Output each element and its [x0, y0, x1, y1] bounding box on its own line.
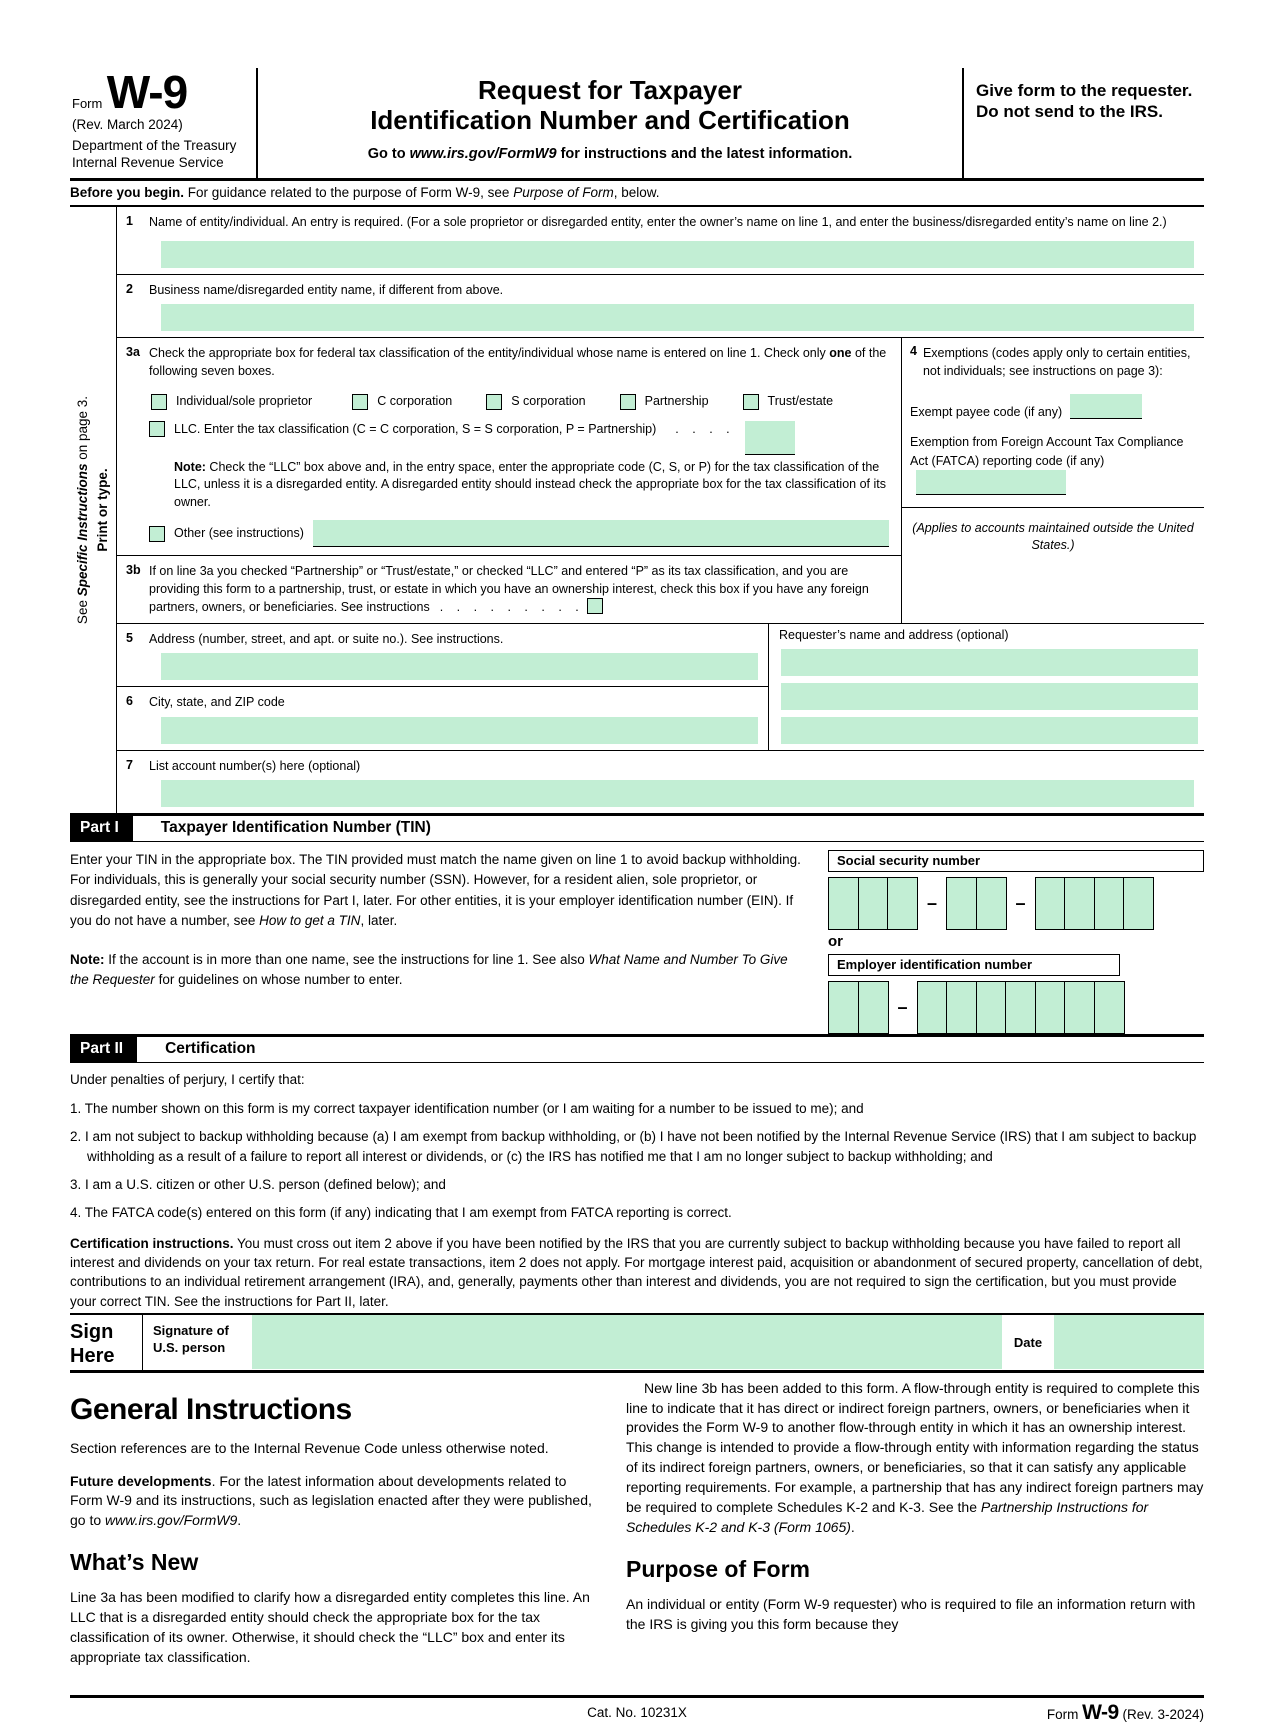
line4-label: Exemptions (codes apply only to certain entities, not individuals; see instructions on page 3):	[922, 346, 1191, 379]
line5-body	[149, 628, 768, 681]
signature-label	[142, 1315, 252, 1370]
ssn-label-box: Social security number	[828, 850, 1204, 872]
certification-item-1: 1. The number shown on this form is my correct taxpayer identification number (or I am waiting for a number to be issued to me); and	[70, 1101, 864, 1117]
trust-estate-label: Trust/estate	[767, 394, 834, 409]
signature-input[interactable]	[252, 1315, 1002, 1369]
part1-paragraph-italic: How to get a TIN	[259, 912, 361, 928]
trust-estate-checkbox[interactable]	[743, 394, 759, 410]
line2-row	[117, 274, 1204, 338]
agency: Internal Revenue Service	[72, 155, 224, 171]
requester-input-2[interactable]	[781, 683, 1198, 710]
certification-item-2: 2. I am not subject to backup withholding because (a) I am exempt from backup withholding, or (b) I have not been notified by the Internal Revenue Service (IRS) that I am subject to backup withholding as a result of a failure to report all interest or dividends, or (c) the IRS has notified me that I am no longer subject to backup withholding; and	[70, 1129, 1197, 1164]
line6-row	[117, 686, 768, 750]
goto-prefix: Go to	[367, 145, 410, 162]
line2-body	[149, 279, 1204, 332]
ssn-digit-cell[interactable]	[887, 877, 918, 930]
classification-checkboxes	[151, 393, 895, 411]
line1-row	[117, 207, 1204, 274]
exempt-payee-code-input[interactable]	[1070, 394, 1142, 419]
ein-cells	[828, 981, 1204, 1034]
llc-note-bold: Note:	[174, 459, 206, 474]
s-corporation-checkbox[interactable]	[486, 394, 502, 410]
department-agency	[72, 138, 250, 172]
llc-dot-leader: . . . .	[675, 421, 730, 436]
fatca-code-input[interactable]	[916, 470, 1066, 495]
ssn-digit-cell[interactable]	[858, 877, 889, 930]
requester-column	[769, 624, 1204, 750]
form-identity-block	[70, 68, 258, 178]
give-form-text: Give form to the requester. Do not send to the IRS.	[976, 81, 1193, 122]
section-references-paragraph: Section references are to the Internal Revenue Code unless otherwise noted.	[70, 1439, 549, 1456]
address-input[interactable]	[161, 653, 758, 680]
line3b-new-pre: New line 3b has been added to this form. A flow-through entity is required to complete this line to indicate that it has direct or indirect foreign partners, owners, or beneficiaries when it provides the Form W-9 to another flow-through entity in which it has an ownership interest. This change is intended to provide a flow-through entity with information regarding the status of its indirect foreign partners, owners, or beneficiaries, so that it can satisfy any applicable reporting requirements. For example, a partnership that has any indirect foreign partners may be required to complete Schedules K-2 and K-3. See the	[626, 1379, 1204, 1515]
llc-checkbox[interactable]	[149, 421, 165, 437]
part1-body	[70, 842, 1204, 1034]
purpose-of-form-title: Purpose of Form	[626, 1555, 811, 1582]
goto-url: www.irs.gov/FormW9	[409, 145, 557, 162]
see-prefix: See	[74, 596, 90, 625]
footer-form-revision: (Rev. 3-2024)	[1118, 1706, 1204, 1722]
see-suffix: on page 3.	[74, 396, 90, 464]
certification-instructions-bold: Certification instructions.	[70, 1236, 234, 1252]
form-word: Form	[72, 96, 103, 111]
llc-note-text: Check the “LLC” box above and, in the entry space, enter the appropriate code (C, S, or P) for the tax classification of the LLC, unless it is a disregarded entity. A disregarded entity should instead check the appropriate box for the tax classification of its owner.	[174, 459, 886, 509]
checkbox-item-trust	[743, 393, 834, 411]
s-corporation-label: S corporation	[511, 394, 586, 409]
individual-checkbox[interactable]	[151, 394, 167, 410]
requester-input-1[interactable]	[781, 649, 1198, 676]
classification-left	[117, 338, 902, 623]
before-you-begin	[70, 181, 1204, 207]
line7-body	[149, 755, 1204, 808]
foreign-partners-checkbox[interactable]	[587, 598, 603, 614]
ein-digit-cell[interactable]	[946, 981, 977, 1034]
account-numbers-input[interactable]	[161, 780, 1194, 807]
ein-digit-cell[interactable]	[917, 981, 948, 1034]
partnership-checkbox[interactable]	[620, 394, 636, 410]
checkbox-item-partnership	[620, 393, 709, 411]
individual-label: Individual/sole proprietor	[176, 394, 313, 409]
ssn-digit-cell[interactable]	[976, 877, 1007, 930]
sign-word: Sign	[70, 1320, 114, 1343]
line1-body	[149, 211, 1204, 268]
form-title	[268, 76, 952, 136]
ein-digit-cell[interactable]	[1064, 981, 1095, 1034]
line3b-new-italic: Partnership Instructions for Schedules K-2 and K-3 (Form 1065)	[626, 1498, 1149, 1535]
line4-content	[902, 338, 1204, 495]
checkbox-item-c-corp	[352, 393, 452, 411]
ein-dash: –	[897, 997, 908, 1018]
fatca-row	[910, 433, 1196, 494]
date-label: Date	[1013, 1334, 1043, 1350]
line5-row	[117, 624, 768, 687]
before-begin-suffix: , below.	[613, 185, 660, 201]
part1-text	[70, 850, 822, 1034]
ein-digit-cell[interactable]	[828, 981, 859, 1034]
catalog-number: Cat. No. 10231X	[587, 1704, 687, 1720]
c-corporation-label: C corporation	[377, 394, 453, 409]
requester-input-3[interactable]	[781, 717, 1198, 744]
print-or-type-label: Print or type.	[95, 468, 110, 552]
form-title-line2: Identification Number and Certification	[370, 104, 850, 135]
footer-form-number: W-9	[1082, 1700, 1119, 1724]
line3a-label	[149, 345, 895, 380]
before-begin-italic: Purpose of Form	[513, 185, 614, 201]
part2-label: Part II	[70, 1037, 137, 1062]
tin-boxes	[822, 850, 1204, 1034]
instructions-left-column	[70, 1379, 598, 1681]
before-begin-text: For guidance related to the purpose of Form W-9, see	[184, 185, 514, 201]
certification-intro: Under penalties of perjury, I certify that:	[70, 1072, 305, 1088]
line3b-new-paragraph	[626, 1379, 1204, 1538]
line3a-pre: Check the appropriate box for federal tax classification of the entity/individual whose name is entered on line 1. Check only	[149, 346, 830, 361]
ein-digit-cell[interactable]	[976, 981, 1007, 1034]
ssn-digit-cell[interactable]	[1035, 877, 1066, 930]
before-begin-bold: Before you begin.	[70, 185, 185, 201]
llc-label: LLC. Enter the tax classification (C = C corporation, S = S corporation, P = Partnership)	[174, 421, 657, 436]
see-specific-instructions	[73, 270, 93, 750]
line7-number: 7	[126, 757, 133, 772]
line2-label: Business name/disregarded entity name, if different from above.	[149, 282, 504, 297]
other-input[interactable]	[313, 520, 889, 547]
llc-note	[174, 459, 895, 512]
ssn-digit-cell[interactable]	[828, 877, 859, 930]
fatca-label: Exemption from Foreign Account Tax Compliance Act (FATCA) reporting code (if any)	[910, 435, 1184, 468]
or-word: or	[828, 933, 843, 951]
print-or-type-rotated	[73, 270, 114, 750]
line3a-number: 3a	[126, 345, 140, 360]
date-input[interactable]	[1054, 1315, 1204, 1369]
ein-digit-cell[interactable]	[1094, 981, 1125, 1034]
certification-item-3: 3. I am a U.S. citizen or other U.S. person (defined below); and	[70, 1176, 446, 1192]
instructions-columns	[70, 1373, 1204, 1681]
exempt-payee-row	[910, 394, 1196, 419]
form-revision: (Rev. March 2024)	[72, 117, 183, 133]
checkbox-item-individual	[151, 393, 312, 411]
general-instructions-title: General Instructions	[70, 1392, 352, 1426]
ssn-group-1	[828, 877, 918, 930]
line7-row	[117, 750, 1204, 814]
goto-line	[268, 146, 952, 162]
part2-bar	[70, 1034, 1204, 1063]
whats-new-title: What’s New	[70, 1549, 199, 1576]
line3b-body	[149, 560, 901, 617]
part1-title: Taxpayer Identification Number (TIN)	[160, 819, 431, 837]
form-title-line1: Request for Taxpayer	[478, 75, 742, 105]
line3a-body	[149, 342, 901, 549]
ssn-digit-cell[interactable]	[1094, 877, 1125, 930]
line3b-number: 3b	[126, 563, 141, 578]
ein-digit-cell[interactable]	[858, 981, 889, 1034]
line6-body	[149, 691, 768, 744]
address-section	[117, 623, 1204, 750]
line4-number: 4	[910, 344, 917, 359]
instructions-right-column	[626, 1379, 1204, 1681]
line6-label: City, state, and ZIP code	[149, 695, 285, 710]
exempt-payee-label: Exempt payee code (if any)	[910, 405, 1063, 420]
certification-instructions	[70, 1234, 1204, 1311]
line3b-row	[117, 555, 901, 623]
applies-note: (Applies to accounts maintained outside the United States.)	[902, 507, 1204, 563]
certification-item-4: 4. The FATCA code(s) entered on this form (if any) indicating that I am exempt from FATCA reporting is correct.	[70, 1204, 732, 1220]
ssn-dash-2: –	[1015, 893, 1026, 914]
give-form-block	[962, 68, 1204, 178]
sign-here-row	[70, 1313, 1204, 1373]
form-number: W-9	[106, 66, 188, 118]
checkbox-item-s-corp	[486, 393, 585, 411]
line3b-new-suffix: .	[850, 1518, 855, 1535]
form-body	[70, 207, 1204, 813]
address-left	[117, 624, 769, 750]
ssn-cells	[828, 877, 1204, 930]
llc-classification-input[interactable]	[745, 421, 795, 455]
future-developments-text: . For the latest information about developments related to Form W-9 and its instructions, such as legislation enacted after they were published, go to	[70, 1472, 592, 1529]
form-title-block	[258, 68, 962, 178]
future-developments-url: www.irs.gov/FormW9	[105, 1512, 238, 1529]
ein-group-1	[828, 981, 889, 1034]
ssn-digit-cell[interactable]	[946, 877, 977, 930]
here-word: Here	[70, 1344, 115, 1367]
part1-bar	[70, 813, 1204, 842]
c-corporation-checkbox[interactable]	[352, 394, 368, 410]
line3a-post: of the following seven boxes.	[149, 346, 887, 378]
goto-suffix: for instructions and the latest information.	[556, 145, 853, 162]
certification-section	[70, 1063, 1204, 1311]
signature-label-line1: Signature of	[153, 1322, 229, 1338]
city-state-zip-input[interactable]	[161, 717, 758, 744]
line5-number: 5	[126, 630, 133, 645]
llc-row	[149, 421, 895, 455]
ein-label-box: Employer identification number	[828, 954, 1120, 976]
ssn-group-2	[946, 877, 1007, 930]
form-header	[70, 68, 1204, 181]
requester-label: Requester’s name and address (optional)	[779, 627, 1009, 642]
future-developments-suffix: .	[237, 1512, 242, 1529]
department: Department of the Treasury	[72, 138, 237, 154]
line1-label: Name of entity/individual. An entry is required. (For a sole proprietor or disregarded entity, enter the owner’s name on line 1, and enter the business/disregarded entity’s name on line 2.)	[149, 215, 1167, 230]
ssn-digit-cell[interactable]	[1123, 877, 1154, 930]
part1-note-italic: What Name and Number To Give the Requester	[70, 952, 788, 988]
see-bold-italic: Specific Instructions	[74, 463, 90, 597]
form-fields	[116, 207, 1204, 813]
footer-form-word: Form	[1046, 1706, 1083, 1722]
other-row	[149, 520, 889, 547]
part1-note	[70, 950, 808, 991]
other-checkbox[interactable]	[149, 526, 165, 542]
part1-paragraph-suffix: , later.	[360, 912, 398, 928]
part1-paragraph	[70, 850, 808, 931]
signature-label-line2: U.S. person	[153, 1339, 226, 1355]
line1-number: 1	[126, 214, 133, 229]
future-developments-paragraph	[70, 1472, 598, 1532]
business-name-input[interactable]	[161, 304, 1194, 331]
ein-group-2	[917, 981, 1125, 1034]
classification-section	[117, 337, 1204, 623]
ssn-digit-cell[interactable]	[1064, 877, 1095, 930]
line3b-dot-leader: . . . . . . . . .	[439, 600, 579, 615]
part1-note-bold: Note:	[70, 952, 105, 968]
part1-paragraph-pre: Enter your TIN in the appropriate box. The TIN provided must match the name given on line 1 to avoid backup withholding. For individuals, this is generally your social security number (SSN). However, for a resident alien, sole proprietor, or disregarded entity, see the instructions for Part I, later. For other entities, it is your employer identification number (EIN). If you do not have a number, see	[70, 852, 801, 928]
ein-digit-cell[interactable]	[1005, 981, 1036, 1034]
line3a-bold: one	[829, 346, 852, 361]
other-label: Other (see instructions)	[174, 525, 304, 540]
line2-number: 2	[126, 281, 133, 296]
future-developments-bold: Future developments	[70, 1472, 212, 1489]
purpose-of-form-paragraph: An individual or entity (Form W-9 requester) who is required to file an information return with the IRS is giving you this form because they	[626, 1595, 1196, 1632]
part1-note-suffix: for guidelines on whose number to enter.	[154, 972, 403, 988]
line5-label: Address (number, street, and apt. or suite no.). See instructions.	[149, 631, 504, 646]
ssn-dash-1: –	[927, 893, 938, 914]
ssn-group-3	[1035, 877, 1155, 930]
page-footer	[70, 1695, 1204, 1729]
partnership-label: Partnership	[644, 394, 709, 409]
line4-label-row	[910, 344, 1196, 380]
part2-title: Certification	[165, 1040, 256, 1058]
whats-new-paragraph: Line 3a has been modified to clarify how a disregarded entity completes this line. An LLC that is a disregarded entity should check the appropriate box for the tax classification of its owner. Otherwise, it should check the “LLC” box and enter its appropriate tax classification.	[70, 1589, 590, 1665]
line3a-row	[117, 338, 901, 555]
footer-form-id	[1047, 1701, 1204, 1725]
line7-label: List account number(s) here (optional)	[149, 758, 361, 773]
line6-number: 6	[126, 694, 133, 709]
part1-note-pre: If the account is in more than one name, see the instructions for line 1. See also	[104, 952, 589, 968]
sign-here-label	[70, 1315, 142, 1370]
certification-instructions-text: You must cross out item 2 above if you have been notified by the IRS that you are currently subject to backup withholding because you have failed to report all interest and dividends on your tax return. For real estate transactions, item 2 does not apply. For mortgage interest paid, acquisition or abandonment of secured property, cancellation of debt, contributions to an individual retirement arrangement (IRA), and, generally, payments other than interest and dividends, you are not required to sign the certification, but you must provide your correct TIN. See the instructions for Part II, later.	[70, 1236, 1203, 1309]
line4-column	[902, 338, 1204, 623]
ein-digit-cell[interactable]	[1035, 981, 1066, 1034]
print-or-type-strip	[70, 207, 116, 813]
line3b-label: If on line 3a you checked “Partnership” or “Trust/estate,” or checked “LLC” and entered “P” as its tax classification, and you are providing this form to a partnership, trust, or estate in which you have an ownership interest, check this box if you have any foreign partners, owners, or beneficiaries. See instructions	[149, 564, 869, 615]
part1-label: Part I	[70, 816, 133, 841]
name-input[interactable]	[161, 241, 1194, 268]
